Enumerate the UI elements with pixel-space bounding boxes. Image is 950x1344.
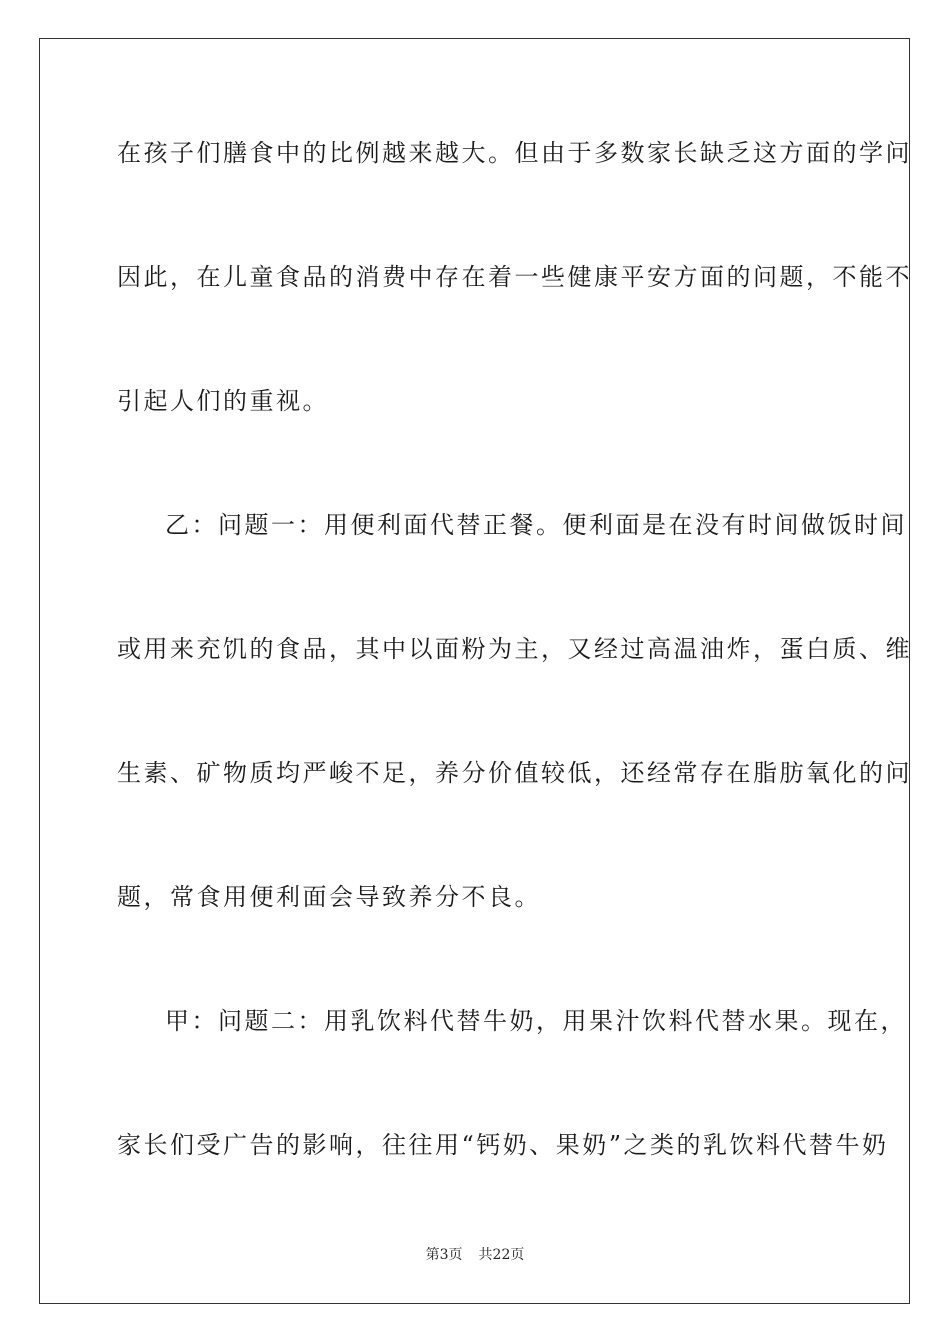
text-line-8: 甲：问题二：用乳饮料代替牛奶，用果汁饮料代替水果。现在， bbox=[165, 1007, 907, 1035]
text-line-4: 乙：问题一：用便利面代替正餐。便利面是在没有时间做饭时间 bbox=[165, 511, 907, 539]
text-line-5: 或用来充饥的食品，其中以面粉为主，又经过高温油炸，蛋白质、维 bbox=[117, 635, 912, 663]
text-line-7: 题，常食用便利面会导致养分不良。 bbox=[117, 883, 541, 911]
page-border bbox=[39, 38, 910, 1304]
text-line-9: 家长们受广告的影响，往往用“钙奶、果奶”之类的乳饮料代替牛奶 bbox=[117, 1131, 889, 1159]
page-number: 第3页 bbox=[425, 1247, 463, 1263]
text-line-6: 生素、矿物质均严峻不足，养分价值较低，还经常存在脂肪氧化的问 bbox=[117, 759, 912, 787]
text-line-3: 引起人们的重视。 bbox=[117, 387, 329, 415]
page-total: 共22页 bbox=[478, 1247, 525, 1263]
page-footer bbox=[0, 1246, 950, 1264]
text-line-1: 在孩子们膳食中的比例越来越大。但由于多数家长缺乏这方面的学问 bbox=[117, 139, 912, 167]
text-line-2: 因此，在儿童食品的消费中存在着一些健康平安方面的问题，不能不 bbox=[117, 263, 912, 291]
